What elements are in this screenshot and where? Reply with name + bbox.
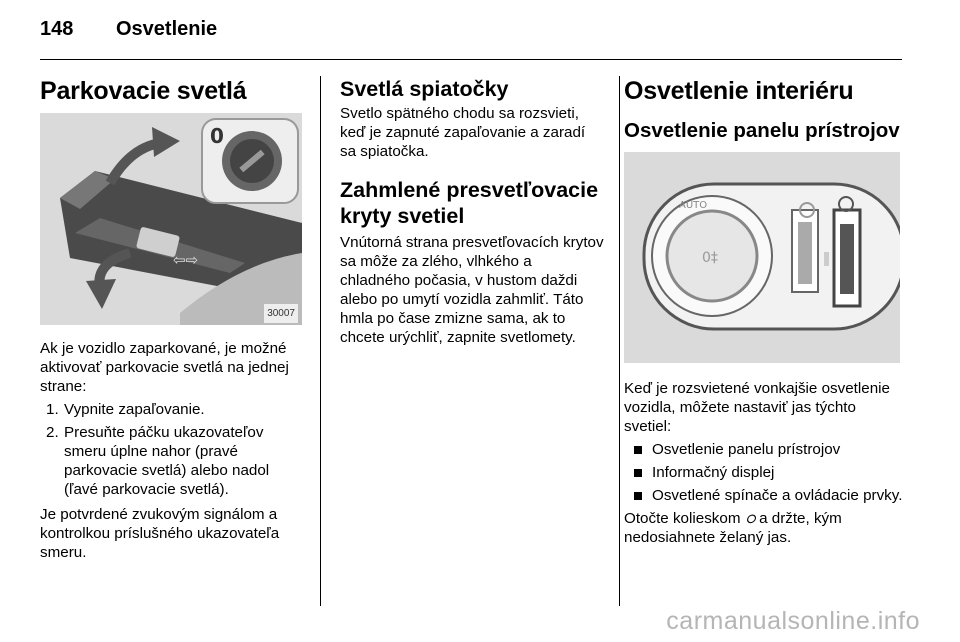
list-item xyxy=(624,440,904,459)
svg-text:⇦⇨: ⇦⇨ xyxy=(173,251,199,269)
list-item xyxy=(40,400,306,419)
bullet-list xyxy=(624,440,904,505)
step-number: 2. xyxy=(46,424,59,441)
paragraph-end: a držte, kým nedosiahnete želaný jas. xyxy=(624,510,842,546)
steps-list xyxy=(40,400,306,499)
header-rule xyxy=(40,59,902,60)
bullet-text: Osvetlenie panelu prístrojov xyxy=(652,441,841,458)
svg-text:0: 0 xyxy=(210,124,224,148)
knob-auto-label: AUTO xyxy=(679,200,708,211)
paragraph: Vnútorná strana presvetľovacích krytov sa môže za zlého, vlhkého a chladného počasia, v hustom daždi alebo po umytí vozidla zahmliť. Táto hmla po čase zmizne sama, ak to chcete urýchliť, zapnite svetlomety. xyxy=(340,234,604,346)
step-text: Vypnite zapaľovanie. xyxy=(64,401,205,418)
subsection-heading: Osvetlenie panelu prístrojov xyxy=(624,119,900,142)
bullet-square-icon xyxy=(634,469,642,477)
turn-signal-lever-figure xyxy=(40,113,302,325)
bullet-text: Informačný displej xyxy=(652,464,775,481)
paragraph: Svetlo spätného chodu sa rozsvieti, keď je zapnuté zapaľovanie a zaradí sa spiatočka. xyxy=(340,105,586,160)
bullet-square-icon xyxy=(634,446,642,454)
step-text: Presuňte páčku ukazovateľov smeru úplne nahor (pravé parkovacie svetlá) alebo nadol (ľavé parkovacie svetlá). xyxy=(64,424,270,498)
section-heading: Parkovacie svetlá xyxy=(40,77,247,105)
list-item xyxy=(624,486,904,505)
outro-paragraph: Je potvrdené zvukovým signálom a kontrolkou príslušného ukazovateľa smeru. xyxy=(40,506,280,561)
list-item xyxy=(624,463,904,482)
column-divider xyxy=(320,76,321,606)
thumbwheel-icon: ഠ xyxy=(744,510,755,527)
paragraph xyxy=(624,509,904,547)
column-left xyxy=(40,76,306,562)
column-divider xyxy=(619,76,620,606)
figure-code: 30007 xyxy=(264,304,298,323)
section-heading: Svetlá spiatočky xyxy=(340,77,509,101)
section-heading: Zahmlené presvetľovacie kryty svetiel xyxy=(340,178,599,228)
section-heading: Osvetlenie interiéru xyxy=(624,77,854,105)
paragraph: Keď je rozsvietené vonkajšie osvetlenie vozidla, môžete nastaviť jas týchto svetiel: xyxy=(624,380,890,435)
page-number: 148 xyxy=(40,18,74,40)
column-middle xyxy=(340,76,605,347)
page-header xyxy=(40,18,217,41)
bullet-text: Osvetlené spínače a ovládacie prvky. xyxy=(652,487,903,504)
bullet-square-icon xyxy=(634,492,642,500)
intro-paragraph: Ak je vozidlo zaparkované, je možné aktivovať parkovacie svetlá na jednej strane: xyxy=(40,340,289,395)
watermark: carmanualsonline.info xyxy=(666,607,920,635)
svg-text:0‡: 0‡ xyxy=(702,250,718,266)
section-title: Osvetlenie xyxy=(116,18,218,40)
column-right xyxy=(624,76,904,547)
light-switch-panel-figure xyxy=(624,152,900,363)
list-item xyxy=(40,423,306,499)
step-number: 1. xyxy=(46,401,59,418)
paragraph-start: Otočte kolieskom xyxy=(624,510,741,527)
